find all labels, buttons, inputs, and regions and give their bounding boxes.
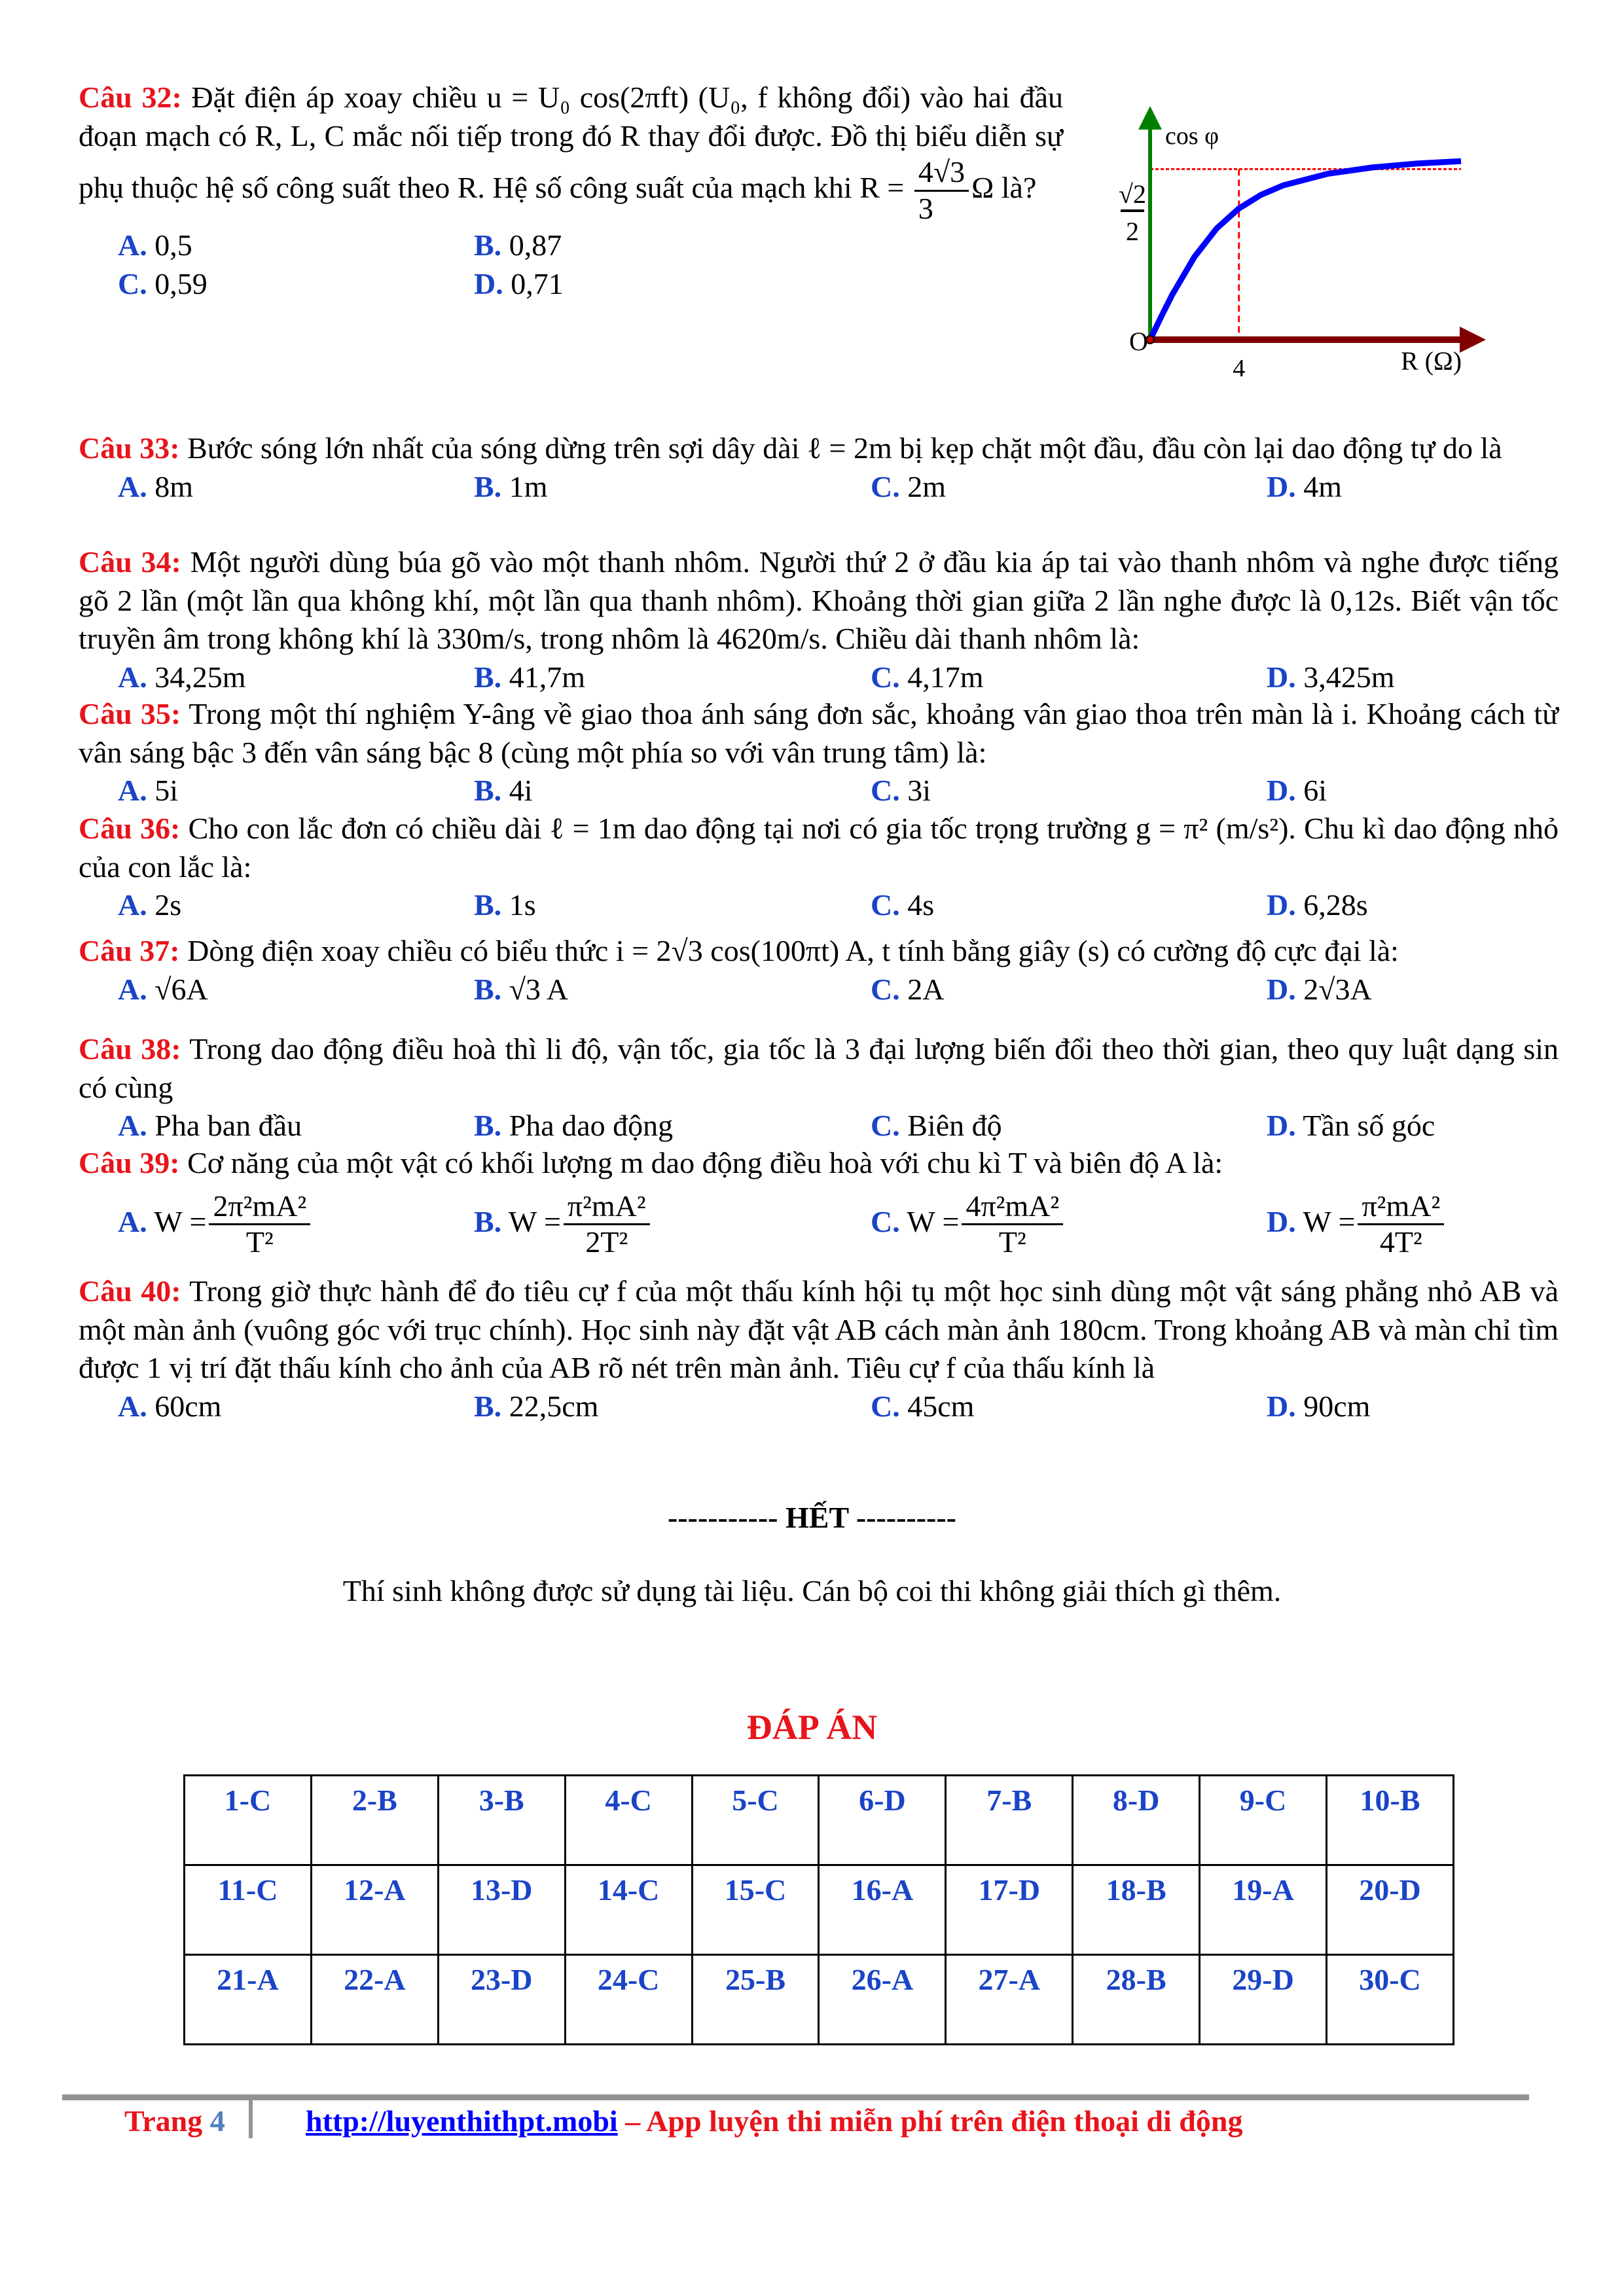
option-a[interactable] xyxy=(118,1388,221,1426)
text-segment: 2m xyxy=(907,469,947,503)
fraction-denominator: 2T² xyxy=(585,1225,628,1259)
text-segment: 4i xyxy=(509,774,533,808)
text-segment: 45cm xyxy=(907,1389,975,1423)
option-letter: D. xyxy=(1267,1389,1296,1423)
option-letter: B. xyxy=(474,1204,502,1238)
option-b[interactable] xyxy=(474,1107,673,1145)
text-segment: 1m xyxy=(509,469,548,503)
answer-cell: 28-B xyxy=(1073,1955,1200,2045)
question-label: Câu 40: xyxy=(79,1274,181,1308)
options-row xyxy=(79,1388,1559,1426)
answer-cell: 3-B xyxy=(438,1776,565,1865)
text-segment: W = xyxy=(154,1204,207,1238)
option-letter: C. xyxy=(871,1109,900,1143)
question-38 xyxy=(79,1030,1559,1145)
option-letter: B. xyxy=(474,228,502,262)
question-label: Câu 39: xyxy=(79,1146,180,1179)
option-letter: C. xyxy=(871,774,900,808)
answer-cell: 30-C xyxy=(1327,1955,1454,2045)
x-axis-label: R (Ω) xyxy=(1401,346,1462,376)
question-33 xyxy=(79,429,1559,506)
option-letter: C. xyxy=(871,972,900,1006)
option-b[interactable] xyxy=(474,1388,598,1426)
option-letter: A. xyxy=(118,1109,147,1143)
option-letter: B. xyxy=(474,660,502,694)
answer-cell: 26-A xyxy=(819,1955,946,2045)
option-letter: D. xyxy=(1267,774,1296,808)
option-letter: B. xyxy=(474,1389,502,1423)
question-label: Câu 34: xyxy=(79,545,181,579)
answer-cell: 14-C xyxy=(565,1865,692,1955)
footer-promo xyxy=(306,2102,1242,2141)
option-letter: B. xyxy=(474,888,502,922)
fraction xyxy=(1358,1189,1444,1261)
option-letter: C. xyxy=(118,266,147,300)
text-segment: 0,5 xyxy=(154,228,192,262)
option-letter: A. xyxy=(118,888,147,922)
option-d[interactable] xyxy=(474,265,564,304)
text-segment: 1s xyxy=(509,888,536,922)
question-34 xyxy=(79,543,1559,696)
answer-cell: 15-C xyxy=(692,1865,819,1955)
question-32 xyxy=(79,79,1063,303)
question-35 xyxy=(79,695,1559,810)
option-d[interactable] xyxy=(1267,468,1342,507)
text-segment: 0,59 xyxy=(154,266,208,300)
options-row xyxy=(79,658,1559,697)
option-d[interactable] xyxy=(1267,971,1372,1009)
option-letter: B. xyxy=(474,1109,502,1143)
answer-row xyxy=(185,1955,1454,2045)
text-segment: 4s xyxy=(907,888,935,922)
text-segment: 3,425m xyxy=(1303,660,1395,694)
text-segment: 5i xyxy=(154,774,179,808)
option-a[interactable] xyxy=(118,226,192,265)
option-letter: A. xyxy=(118,469,147,503)
answer-cell: 16-A xyxy=(819,1865,946,1955)
options-row xyxy=(79,886,1559,925)
text-segment: Trong giờ thực hành để đo tiêu cự f của một thấu kính hội tụ một học sinh dùng một vật sáng phẳng nhỏ AB và một màn ảnh (vuông góc với trục chính). Học sinh này đặt vật AB cách màn ảnh 180cm. Trong khoảng AB và màn chỉ tìm được 1 vị trí đặt thấu kính cho ảnh của AB rõ nét trên màn ảnh. Tiêu cự f của thấu kính là xyxy=(79,1274,1559,1385)
question-text xyxy=(79,1272,1559,1388)
question-39 xyxy=(79,1144,1559,1259)
option-letter: B. xyxy=(474,774,502,808)
y-tick-num: √2 xyxy=(1119,179,1146,209)
question-37 xyxy=(79,932,1559,1009)
option-b[interactable] xyxy=(474,1189,653,1261)
option-b[interactable] xyxy=(474,658,585,697)
option-letter: D. xyxy=(1267,888,1296,922)
option-letter: C. xyxy=(871,660,900,694)
fraction-numerator: π²mA² xyxy=(564,1189,650,1226)
y-axis-label: cos φ xyxy=(1165,122,1219,150)
fraction-denominator: 4T² xyxy=(1379,1225,1422,1259)
fraction-denominator: 3 xyxy=(918,192,933,226)
text-segment: 2s xyxy=(154,888,182,922)
option-c[interactable] xyxy=(871,1189,1066,1261)
question-text xyxy=(79,695,1559,772)
fraction-denominator: T² xyxy=(998,1225,1026,1259)
text-segment: 34,25m xyxy=(154,660,246,694)
text-segment: Đặt điện áp xoay chiều u = U₀ cos(2πft) (U₀, f không đổi) vào hai đầu đoạn mạch có R, L, C mắc nối tiếp trong đó R thay đổi được. Đồ thị biểu diễn sự phụ thuộc hệ số công suất theo R. Hệ số công suất của mạch khi R = xyxy=(79,81,1063,205)
text-segment: 2√3A xyxy=(1303,972,1372,1006)
option-letter: A. xyxy=(118,660,147,694)
option-letter: D. xyxy=(474,266,503,300)
page-label: Trang xyxy=(124,2104,203,2138)
text-segment: Một người dùng búa gõ vào một thanh nhôm. Người thứ 2 ở đầu kia áp tai vào thanh nhôm và nghe được tiếng gõ 2 lần (một lần qua không khí, một lần qua thanh nhôm). Khoảng thời gian giữa 2 lần nghe được là 0,12s. Biết vận tốc truyền âm trong không khí là 330m/s, trong nhôm là 4620m/s. Chiều dài thanh nhôm là: xyxy=(79,545,1559,656)
x-tick-label: 4 xyxy=(1233,355,1246,382)
answer-cell: 20-D xyxy=(1327,1865,1454,1955)
footer-tagline: – App luyện thi miễn phí trên điện thoại di động xyxy=(617,2104,1243,2138)
text-segment: 0,87 xyxy=(509,228,562,262)
option-b[interactable] xyxy=(474,468,547,507)
answer-cell: 24-C xyxy=(565,1955,692,2045)
options-row xyxy=(79,971,1559,1009)
answer-cell: 18-B xyxy=(1073,1865,1200,1955)
question-label: Câu 37: xyxy=(79,934,180,967)
answer-cell: 2-B xyxy=(311,1776,438,1865)
answer-key-title: ĐÁP ÁN xyxy=(746,1708,878,1747)
option-letter: B. xyxy=(474,972,502,1006)
question-label: Câu 36: xyxy=(79,812,181,845)
fraction xyxy=(564,1189,650,1261)
option-a[interactable] xyxy=(118,971,208,1009)
question-text xyxy=(79,1030,1559,1107)
answer-key-table xyxy=(183,1774,1454,2045)
question-text xyxy=(79,543,1559,658)
answer-cell: 22-A xyxy=(311,1955,438,2045)
text-segment: Cho con lắc đơn có chiều dài ℓ = 1m dao động tại nơi có gia tốc trọng trường g = π² (m/s²). Chu kì dao động nhỏ của con lắc là: xyxy=(79,812,1559,884)
question-text xyxy=(79,79,1063,226)
options-row xyxy=(79,1107,1559,1145)
text-segment: Trong dao động điều hoà thì li độ, vận tốc, gia tốc là 3 đại lượng biến đổi theo thời gian, theo quy luật dạng sin có cùng xyxy=(79,1032,1559,1104)
option-c[interactable] xyxy=(871,658,984,697)
answer-cell: 9-C xyxy=(1200,1776,1327,1865)
option-c[interactable] xyxy=(871,886,934,925)
option-letter: A. xyxy=(118,1204,147,1238)
answer-cell: 11-C xyxy=(185,1865,312,1955)
question-36 xyxy=(79,810,1559,925)
fraction xyxy=(914,155,969,226)
text-segment: 4,17m xyxy=(907,660,984,694)
answer-cell: 29-D xyxy=(1200,1955,1327,2045)
text-segment: 3i xyxy=(907,774,931,808)
option-a[interactable] xyxy=(118,772,178,810)
option-letter: D. xyxy=(1267,660,1296,694)
answer-cell: 19-A xyxy=(1200,1865,1327,1955)
question-label: Câu 33: xyxy=(79,431,180,465)
fraction-denominator: T² xyxy=(245,1225,274,1259)
text-segment: Tần số góc xyxy=(1303,1109,1435,1143)
curve-series xyxy=(1150,161,1461,340)
text-segment: 22,5cm xyxy=(509,1389,599,1423)
option-letter: A. xyxy=(118,972,147,1006)
option-b[interactable] xyxy=(474,886,536,925)
question-40 xyxy=(79,1272,1559,1426)
option-a[interactable] xyxy=(118,1107,302,1145)
text-segment: 8m xyxy=(154,469,194,503)
options-row xyxy=(79,226,1063,265)
answer-row xyxy=(185,1776,1454,1865)
answer-cell: 23-D xyxy=(438,1955,565,2045)
text-segment: 90cm xyxy=(1303,1389,1371,1423)
fraction-numerator: 2π²mA² xyxy=(209,1189,310,1226)
option-d[interactable] xyxy=(1267,1189,1447,1261)
fraction xyxy=(962,1189,1063,1261)
text-segment: Ω là? xyxy=(971,171,1037,205)
fraction xyxy=(209,1189,310,1261)
answer-cell: 8-D xyxy=(1073,1776,1200,1865)
answer-cell: 1-C xyxy=(185,1776,312,1865)
option-d[interactable] xyxy=(1267,658,1395,697)
option-d[interactable] xyxy=(1267,772,1327,810)
text-segment: Cơ năng của một vật có khối lượng m dao động điều hoà với chu kì T và biên độ A là: xyxy=(187,1146,1223,1179)
options-row xyxy=(79,468,1559,507)
option-c[interactable] xyxy=(871,772,931,810)
option-c[interactable] xyxy=(871,971,944,1009)
text-segment: Dòng điện xoay chiều có biểu thức i = 2√3 cos(100πt) A, t tính bằng giây (s) có cường độ cực đại là: xyxy=(187,934,1399,967)
option-d[interactable] xyxy=(1267,1107,1435,1145)
page-number: 4 xyxy=(209,2104,225,2138)
end-marker: ----------- HẾT ---------- xyxy=(668,1501,956,1534)
text-segment: 6,28s xyxy=(1303,888,1368,922)
option-b[interactable] xyxy=(474,971,568,1009)
answer-cell: 6-D xyxy=(819,1776,946,1865)
footer-separator xyxy=(249,2100,253,2138)
options-row xyxy=(79,1183,1559,1259)
option-letter: C. xyxy=(871,1389,900,1423)
question-label: Câu 32: xyxy=(79,81,182,114)
text-segment: 6i xyxy=(1303,774,1327,808)
text-segment: √6A xyxy=(154,972,208,1006)
option-letter: A. xyxy=(118,1389,147,1423)
question-text xyxy=(79,1144,1559,1183)
option-a[interactable] xyxy=(118,468,193,507)
option-c[interactable] xyxy=(871,468,946,507)
option-c[interactable] xyxy=(118,265,208,304)
option-letter: A. xyxy=(118,228,147,262)
answer-cell: 13-D xyxy=(438,1865,565,1955)
answer-cell: 10-B xyxy=(1327,1776,1454,1865)
question-text xyxy=(79,429,1559,468)
option-letter: A. xyxy=(118,774,147,808)
text-segment: Pha ban đầu xyxy=(154,1109,302,1143)
site-link[interactable]: http://luyenthithpt.mobi xyxy=(306,2104,618,2138)
option-a[interactable] xyxy=(118,886,181,925)
answer-cell: 21-A xyxy=(185,1955,312,2045)
answer-cell: 12-A xyxy=(311,1865,438,1955)
text-segment: √3 A xyxy=(509,972,569,1006)
options-row xyxy=(79,772,1559,810)
y-tick-den: 2 xyxy=(1126,217,1139,246)
option-d[interactable] xyxy=(1267,886,1368,925)
fraction-numerator: 4π²mA² xyxy=(962,1189,1063,1226)
option-letter: D. xyxy=(1267,1204,1296,1238)
fraction-numerator: π²mA² xyxy=(1358,1189,1444,1226)
origin-label: O xyxy=(1129,327,1148,356)
text-segment: W = xyxy=(1303,1204,1356,1238)
option-a[interactable] xyxy=(118,1189,313,1261)
text-segment: 41,7m xyxy=(509,660,585,694)
option-letter: C. xyxy=(871,469,900,503)
option-c[interactable] xyxy=(871,1388,974,1426)
question-label: Câu 38: xyxy=(79,1032,181,1066)
text-segment: 60cm xyxy=(154,1389,222,1423)
options-row xyxy=(79,265,1063,304)
answer-cell: 25-B xyxy=(692,1955,819,2045)
option-letter: B. xyxy=(474,469,502,503)
answer-cell: 7-B xyxy=(946,1776,1073,1865)
text-segment: Trong một thí nghiệm Y-âng về giao thoa ánh sáng đơn sắc, khoảng vân giao thoa trên màn là i. Khoảng cách từ vân sáng bậc 3 đến vân sáng bậc 8 (cùng một phía so với vân trung tâm) là: xyxy=(79,697,1559,769)
question-label: Câu 35: xyxy=(79,697,181,730)
text-segment: 4m xyxy=(1303,469,1343,503)
text-segment: 2A xyxy=(907,972,945,1006)
question-text xyxy=(79,932,1559,971)
page-indicator xyxy=(124,2102,225,2141)
text-segment: W = xyxy=(508,1204,561,1238)
option-letter: D. xyxy=(1267,469,1296,503)
text-segment: Biên độ xyxy=(907,1109,1002,1143)
text-segment: Pha dao động xyxy=(509,1109,674,1143)
option-a[interactable] xyxy=(118,658,246,697)
option-b[interactable] xyxy=(474,226,562,265)
power-factor-chart xyxy=(1080,92,1538,393)
footer-divider xyxy=(62,2094,1529,2100)
text-segment: 0,71 xyxy=(511,266,564,300)
option-d[interactable] xyxy=(1267,1388,1370,1426)
option-letter: C. xyxy=(871,888,900,922)
option-letter: C. xyxy=(871,1204,900,1238)
option-b[interactable] xyxy=(474,772,532,810)
exam-note: Thí sinh không được sử dụng tài liệu. Cán bộ coi thi không giải thích gì thêm. xyxy=(342,1574,1282,1607)
text-segment: W = xyxy=(907,1204,960,1238)
option-letter: D. xyxy=(1267,1109,1296,1143)
option-c[interactable] xyxy=(871,1107,1002,1145)
answer-cell: 5-C xyxy=(692,1776,819,1865)
answer-row xyxy=(185,1865,1454,1955)
answer-cell: 27-A xyxy=(946,1955,1073,2045)
answer-cell: 4-C xyxy=(565,1776,692,1865)
text-segment: Bước sóng lớn nhất của sóng dừng trên sợi dây dài ℓ = 2m bị kẹp chặt một đầu, đầu còn lại dao động tự do là xyxy=(187,431,1502,465)
answer-cell: 17-D xyxy=(946,1865,1073,1955)
fraction-numerator: 4√3 xyxy=(914,155,969,192)
option-letter: D. xyxy=(1267,972,1296,1006)
question-text xyxy=(79,810,1559,886)
